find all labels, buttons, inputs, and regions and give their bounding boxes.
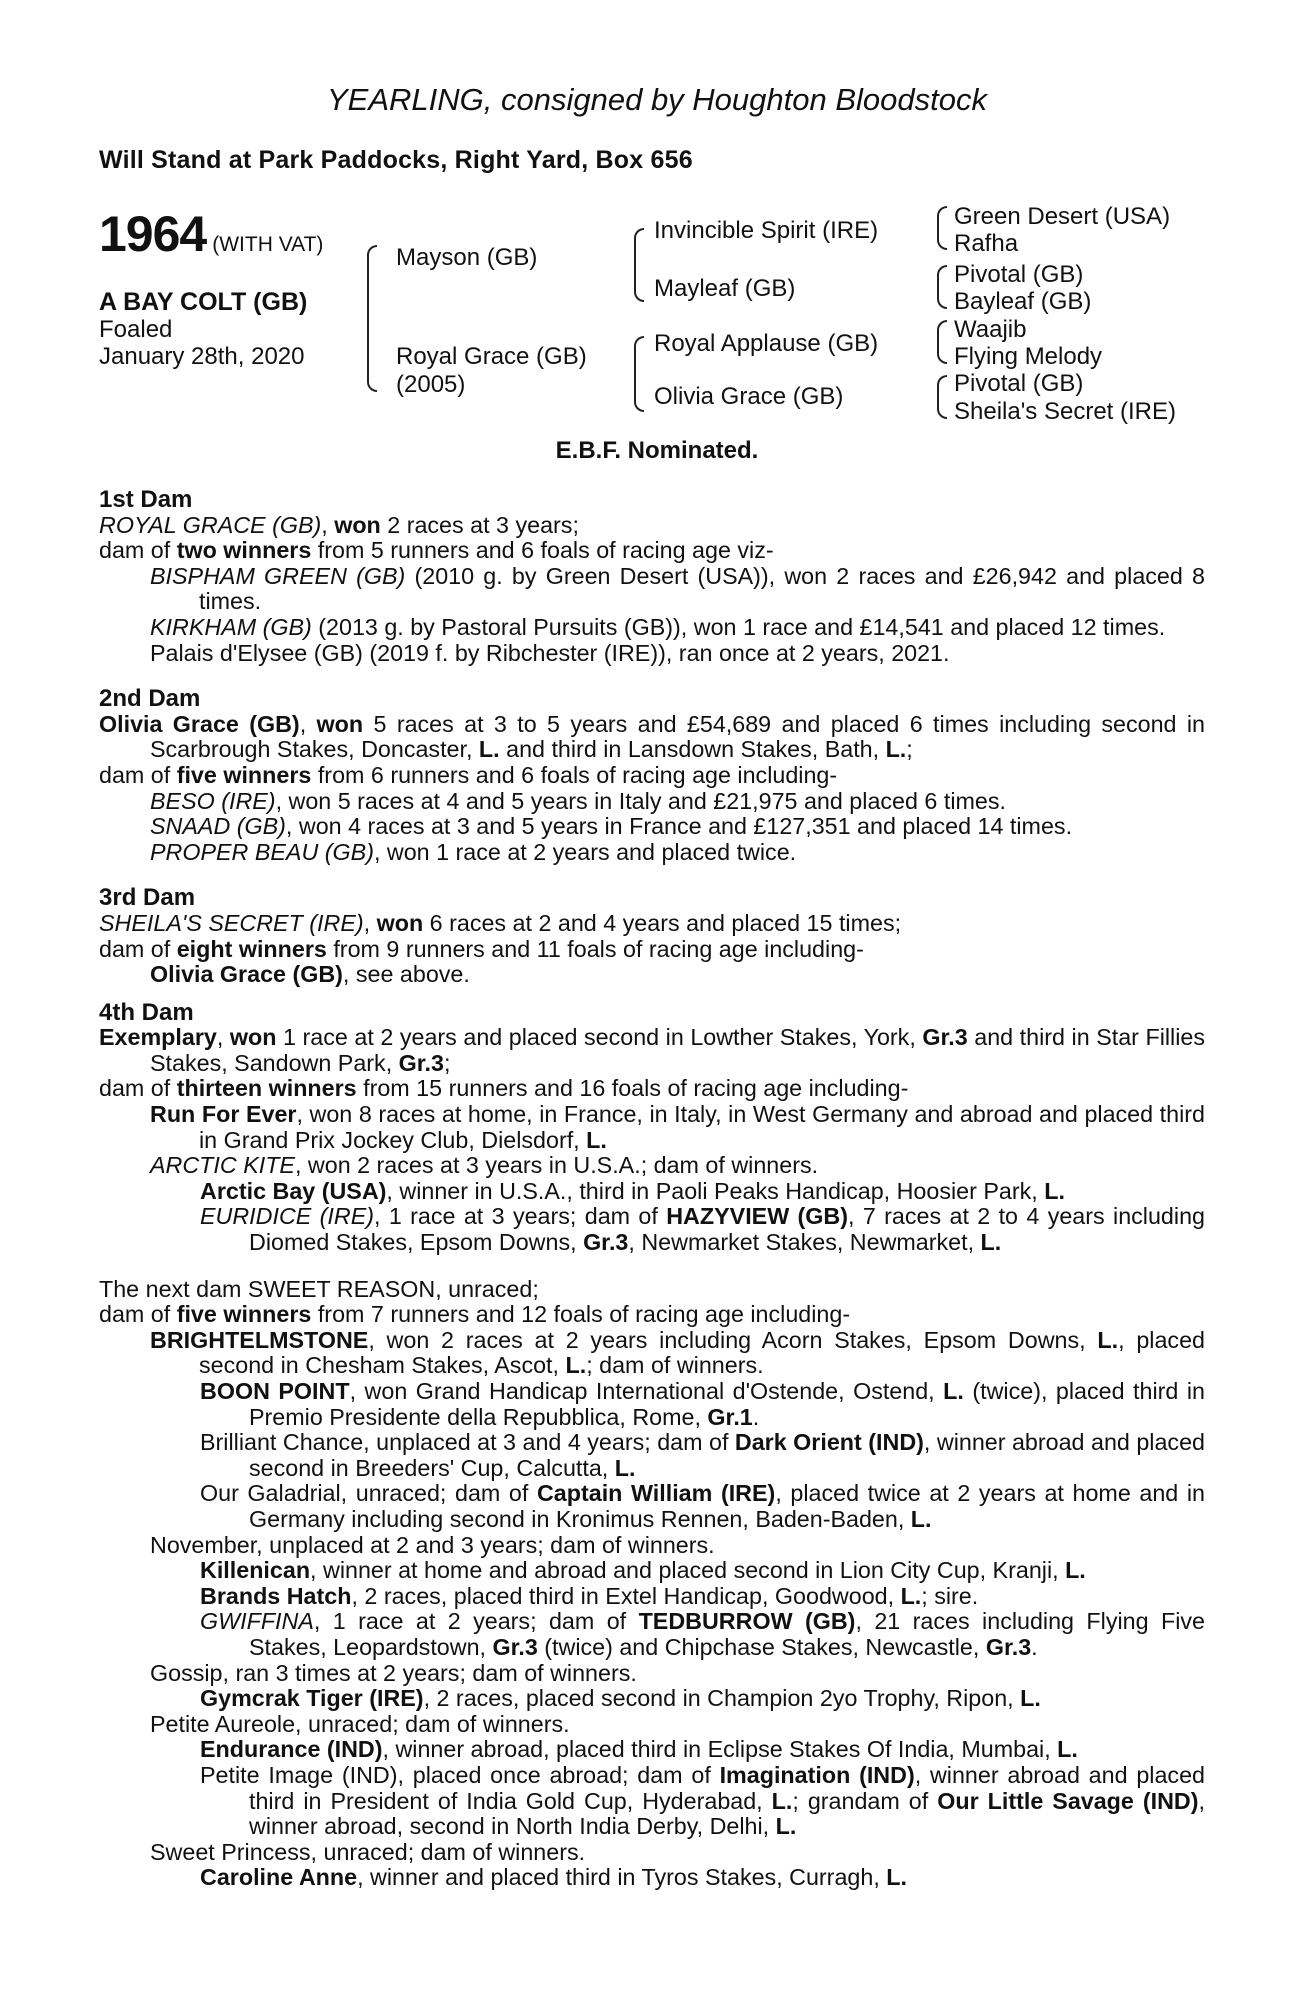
foaled-date: January 28th, 2020 (99, 343, 305, 370)
pedigree-brace-g3 (937, 320, 947, 364)
offspring-name: Imagination (IND) (719, 1761, 915, 1788)
race-text: 5 races at 3 to 5 years and £54,689 and placed 6 times including second in Scarbrough Stakes, Doncaster, (150, 710, 1205, 763)
next-dam-grandoffspring-brilliant (99, 1430, 1205, 1481)
next-dam-grandoffspring-brands-hatch (99, 1584, 1205, 1610)
listed-mark: L. (885, 736, 907, 763)
next-dam-intro: The next dam SWEET REASON, unraced; (99, 1275, 539, 1302)
dam1-offspring-2 (99, 615, 1205, 641)
dam4-heading: 4th Dam (99, 998, 194, 1026)
won-label: won (316, 710, 364, 737)
offspring-text: , winner at home and abroad and placed second in Lion City Cup, Kranji, (310, 1557, 1066, 1584)
offspring-name: ARCTIC KITE (150, 1152, 295, 1179)
dam4-offspring-2 (99, 1153, 1205, 1179)
dam-of-label: dam of (99, 1075, 177, 1102)
offspring-text: , won 2 races at 3 years in U.S.A.; dam of winners. (294, 1152, 819, 1179)
dam3-produce (99, 937, 1205, 963)
dam1-name: ROYAL GRACE (GB) (99, 511, 322, 538)
offspring-name: Gymcrak Tiger (IRE) (200, 1685, 424, 1712)
race-text: ; (906, 736, 913, 763)
dam2-produce-text: from 6 runners and 6 foals of racing age including- (311, 761, 838, 788)
group-mark: Gr.3 (492, 1633, 538, 1660)
dam3-summary: SHEILA'S SECRET (IRE), won 6 races at 2 and 4 years and placed 15 times; (99, 909, 902, 936)
listed-mark: L. (586, 1126, 607, 1153)
foaled-label: Foaled (99, 316, 173, 343)
dam4-name: Exemplary (99, 1024, 217, 1051)
offspring-text: Petite Image (IND), placed once abroad; dam of (200, 1761, 720, 1788)
group-mark: Gr.3 (922, 1024, 968, 1051)
offspring-text: , winner abroad and placed third in President of India Gold Cup, Hyderabad, (249, 1761, 1205, 1814)
dam2-name: Olivia Grace (GB) (99, 710, 300, 737)
offspring-name: Endurance (IND) (200, 1736, 383, 1763)
group-mark: Gr.1 (707, 1403, 753, 1430)
pedigree-brace-dam (634, 336, 644, 412)
offspring-name: BRIGHTELMSTONE (150, 1326, 369, 1353)
offspring-text: , winner abroad, second in North India Derby, Delhi, (249, 1787, 1205, 1840)
offspring-text: , won 1 race at 2 years and placed twice. (373, 838, 797, 865)
offspring-name: Brands Hatch (200, 1582, 352, 1609)
next-dam-offspring-gossip: Gossip, ran 3 times at 2 years; dam of winners. (150, 1659, 637, 1686)
dam3-offspring-1 (99, 962, 1205, 988)
dam1-offspring-1 (99, 564, 1205, 615)
dam1-heading: 1st Dam (99, 486, 193, 513)
offspring-text: , won 5 races at 4 and 5 years in Italy and £21,975 and placed 6 times. (275, 787, 1006, 814)
listed-mark: L. (775, 1813, 797, 1840)
offspring-name: BISPHAM GREEN (GB) (150, 562, 406, 589)
offspring-name: Olivia Grace (GB) (150, 961, 343, 988)
offspring-name: SNAAD (GB) (150, 813, 286, 840)
offspring-text: (twice) and Chipchase Stakes, Newcastle, (537, 1633, 986, 1660)
race-text: and third in Lansdown Stakes, Bath, (499, 736, 886, 763)
next-dam-grandoffspring-endurance (99, 1737, 1205, 1763)
pedigree-dam: Royal Grace (GB) (396, 343, 587, 370)
dam2-produce (99, 763, 1205, 789)
offspring-text: , winner and placed third in Tyros Stakes, Curragh, (357, 1864, 887, 1891)
pedigree-g6: Flying Melody (954, 343, 1103, 370)
pedigree-brace-sire (634, 228, 644, 302)
page-title: YEARLING, consigned by Houghton Bloodstock (327, 82, 987, 117)
dam1-produce-text: from 5 runners and 6 foals of racing age viz- (311, 537, 774, 564)
offspring-text: (twice), placed third in Premio Presidente della Repubblica, Rome, (249, 1378, 1205, 1430)
offspring-name: GWIFFINA (200, 1608, 314, 1635)
winner-count: thirteen winners (176, 1075, 357, 1102)
offspring-text: , won 2 races at 2 years including Acorn Stakes, Epsom Downs, (368, 1326, 1098, 1353)
winner-count: eight winners (176, 935, 327, 962)
dam-of-label: dam of (99, 935, 177, 962)
listed-mark: L. (478, 736, 500, 763)
dam4-summary: Exemplary, won 1 race at 2 years and placed second in Lowther Stakes, York, Gr.3 and third in Star Fillies Stakes, Sandown Park, Gr.3; (99, 1024, 1206, 1076)
offspring-text: , winner in U.S.A., third in Paoli Peaks Handicap, Hoosier Park, (386, 1177, 1045, 1204)
offspring-text: Our Galadrial, unraced; dam of (200, 1480, 537, 1507)
lot-description: A BAY COLT (GB) (99, 288, 308, 316)
next-dam-grandoffspring-gymcrak (99, 1686, 1205, 1712)
pedigree-sire-dam: Mayleaf (GB) (654, 275, 796, 302)
offspring-text: , won Grand Handicap International d'Ostende, Ostend, (349, 1378, 944, 1404)
dam2-offspring-3 (99, 840, 1205, 866)
next-dam-offspring-brightelmstone (99, 1328, 1205, 1379)
dam3-name: SHEILA'S SECRET (IRE) (99, 909, 364, 936)
won-label: won (376, 909, 424, 936)
dam3-produce-text: from 9 runners and 11 foals of racing age including- (326, 935, 864, 962)
listed-mark: L. (614, 1454, 636, 1481)
punctuation: . (752, 1403, 760, 1430)
offspring-text: (2010 g. by Green Desert (USA)), won 2 races and £26,942 and placed 8 times. (199, 562, 1205, 615)
pedigree-brace-g4 (937, 375, 947, 419)
offspring-text: , won 4 races at 3 and 5 years in France and £127,351 and placed 14 times. (285, 813, 1073, 840)
listed-mark: L. (1044, 1177, 1065, 1204)
offspring-name: TEDBURROW (GB) (638, 1608, 856, 1635)
pedigree-dam-year: (2005) (396, 371, 466, 398)
pedigree-g7: Pivotal (GB) (954, 370, 1084, 397)
dam1-summary-text: 2 races at 3 years; (380, 511, 579, 538)
dam-of-label: dam of (99, 1301, 177, 1328)
offspring-text: (2013 g. by Pastoral Pursuits (GB)), won 1 race and £14,541 and placed 12 times. (311, 613, 1166, 640)
next-dam-offspring-aureole: Petite Aureole, unraced; dam of winners. (150, 1710, 570, 1737)
pedigree-g2: Rafha (954, 230, 1019, 257)
offspring-text: , winner abroad, placed third in Eclipse Stakes Of India, Mumbai, (382, 1736, 1058, 1763)
offspring-text: , 1 race at 2 years; dam of (313, 1608, 639, 1635)
offspring-text: , 1 race at 3 years; dam of (374, 1203, 667, 1230)
offspring-name: BOON POINT (200, 1378, 350, 1404)
pedigree-g8: Sheila's Secret (IRE) (954, 398, 1176, 425)
group-mark: Gr.3 (583, 1229, 629, 1256)
pedigree-g4: Bayleaf (GB) (954, 288, 1092, 315)
dam2-heading: 2nd Dam (99, 685, 201, 713)
stand-location: Will Stand at Park Paddocks, Right Yard, Box 656 (99, 146, 693, 174)
next-dam-grandoffspring-petite-image (99, 1763, 1205, 1840)
offspring-name: PROPER BEAU (GB) (150, 838, 374, 865)
dam1-summary: ROYAL GRACE (GB), won 2 races at 3 years; (99, 511, 579, 538)
offspring-name: HAZYVIEW (GB) (666, 1203, 849, 1230)
won-label: won (334, 511, 381, 538)
offspring-name: Arctic Bay (USA) (200, 1177, 387, 1204)
group-mark: Gr.3 (985, 1633, 1032, 1660)
offspring-text: , 21 races including Flying Five Stakes, Leopardstown, (249, 1608, 1206, 1660)
offspring-name: KIRKHAM (GB) (150, 613, 312, 640)
pedigree-sire: Mayson (GB) (396, 244, 538, 271)
listed-mark: L. (1020, 1685, 1041, 1712)
offspring-name: BESO (IRE) (150, 787, 276, 814)
offspring-name: Run For Ever (150, 1101, 297, 1128)
group-mark: Gr.3 (398, 1049, 444, 1076)
listed-mark: L. (980, 1229, 1002, 1256)
dam4-produce-text: from 15 runners and 16 foals of racing age including- (356, 1075, 909, 1102)
vat-note: (WITH VAT) (212, 233, 324, 256)
offspring-text: , won 8 races at home, in France, in Italy, in West Germany and abroad and placed third in Grand Prix Jockey Club, Dielsdorf, (199, 1101, 1205, 1153)
dam-of-label: dam of (99, 761, 177, 788)
winner-count: two winners (176, 537, 312, 564)
dam1-offspring-3: Palais d'Elysee (GB) (2019 f. by Ribchester (IRE)), ran once at 2 years, 2021. (150, 639, 950, 666)
offspring-text: ; sire. (921, 1582, 979, 1609)
listed-mark: L. (900, 1582, 922, 1609)
pedigree-brace-main (367, 245, 377, 392)
dam4-grandoffspring-1 (99, 1179, 1205, 1205)
pedigree-dam-dam: Olivia Grace (GB) (654, 383, 844, 410)
listed-mark: L. (771, 1787, 793, 1814)
foaled-info (99, 316, 305, 370)
offspring-text: , see above. (342, 961, 470, 988)
listed-mark: L. (886, 1864, 907, 1891)
winner-count: five winners (176, 761, 312, 788)
listed-mark: L. (910, 1505, 932, 1532)
offspring-text: , placed second in Chesham Stakes, Ascot, (199, 1326, 1205, 1379)
offspring-name: Captain William (IRE) (536, 1480, 776, 1507)
race-text: ; (443, 1049, 451, 1076)
offspring-text: , winner abroad and placed second in Breeders' Cup, Calcutta, (249, 1429, 1205, 1481)
listed-mark: L. (565, 1352, 587, 1379)
next-dam-grandoffspring-killenican (99, 1558, 1205, 1584)
offspring-text: ; dam of winners. (586, 1352, 764, 1379)
next-dam-produce (99, 1302, 1205, 1328)
offspring-name: Caroline Anne (200, 1864, 358, 1891)
offspring-name: Killenican (200, 1557, 311, 1584)
pedigree-g5: Waajib (954, 316, 1027, 343)
pedigree-g1: Green Desert (USA) (954, 203, 1171, 230)
offspring-name: EURIDICE (IRE) (200, 1203, 375, 1230)
next-dam-grandoffspring-caroline (99, 1865, 1205, 1891)
race-text: 1 race at 2 years and placed second in Lowther Stakes, York, (276, 1024, 923, 1051)
offspring-text: Brilliant Chance, unplaced at 3 and 4 years; dam of (200, 1429, 735, 1456)
pedigree-brace-g1 (937, 206, 947, 250)
listed-mark: L. (943, 1378, 964, 1404)
listed-mark: L. (1065, 1557, 1086, 1584)
offspring-name: Dark Orient (IND) (734, 1429, 924, 1456)
dam-of-label: dam of (99, 537, 177, 564)
offspring-name: Our Little Savage (IND) (937, 1787, 1199, 1814)
dam3-heading: 3rd Dam (99, 884, 196, 912)
pedigree-brace-g2 (937, 265, 947, 309)
dam1-produce (99, 538, 1205, 564)
listed-mark: L. (1057, 1736, 1078, 1763)
dam4-produce (99, 1076, 1205, 1102)
dam4-grandoffspring-2 (99, 1204, 1205, 1255)
pedigree-g3: Pivotal (GB) (954, 261, 1084, 288)
won-label: won (229, 1024, 277, 1051)
next-dam-grandoffspring-galadrial (99, 1481, 1205, 1532)
offspring-text: ; grandam of (792, 1787, 938, 1814)
offspring-text: , 2 races, placed second in Champion 2yo Trophy, Ripon, (423, 1685, 1021, 1712)
race-text: and third in Star Fillies Stakes, Sandown Park, (150, 1024, 1206, 1076)
dam2-offspring-1 (99, 789, 1205, 815)
dam3-summary-text: 6 races at 2 and 4 years and placed 15 times; (423, 909, 902, 936)
offspring-text: , 7 races at 2 to 4 years including Diomed Stakes, Epsom Downs, (249, 1203, 1205, 1256)
next-dam-offspring-november: November, unplaced at 2 and 3 years; dam of winners. (150, 1531, 715, 1558)
listed-mark: L. (1097, 1326, 1119, 1353)
lot-number: 1964 (99, 206, 207, 262)
pedigree-dam-sire: Royal Applause (GB) (654, 330, 879, 357)
next-dam-produce-text: from 7 runners and 12 foals of racing age including- (311, 1301, 851, 1328)
offspring-text: , 2 races, placed third in Extel Handicap, Goodwood, (351, 1582, 901, 1609)
next-dam-grandoffspring-gwiffina (99, 1609, 1205, 1660)
dam2-offspring-2 (99, 814, 1205, 840)
punctuation: . (1031, 1633, 1038, 1660)
offspring-text: , placed twice at 2 years at home and in Germany including second in Kronimus Rennen, Baden-Baden, (249, 1480, 1205, 1532)
winner-count: five winners (176, 1301, 312, 1328)
dam4-offspring-1 (99, 1102, 1205, 1153)
section-gap (99, 1256, 1205, 1277)
next-dam-offspring-sweet-princess: Sweet Princess, unraced; dam of winners. (150, 1838, 586, 1865)
next-dam-grandoffspring-boon-point (99, 1379, 1205, 1430)
lot-number-block (99, 205, 323, 263)
pedigree-sire-sire: Invincible Spirit (IRE) (654, 217, 879, 244)
ebf-nomination: E.B.F. Nominated. (555, 437, 759, 464)
catalogue-body (99, 487, 1205, 1891)
dam2-summary: Olivia Grace (GB), won 5 races at 3 to 5 years and £54,689 and placed 6 times including second in Scarbrough Stakes, Doncaster, L. and third in Lansdown Stakes, Bath, L.; (99, 710, 1205, 763)
offspring-text: , Newmarket Stakes, Newmarket, (628, 1229, 981, 1256)
